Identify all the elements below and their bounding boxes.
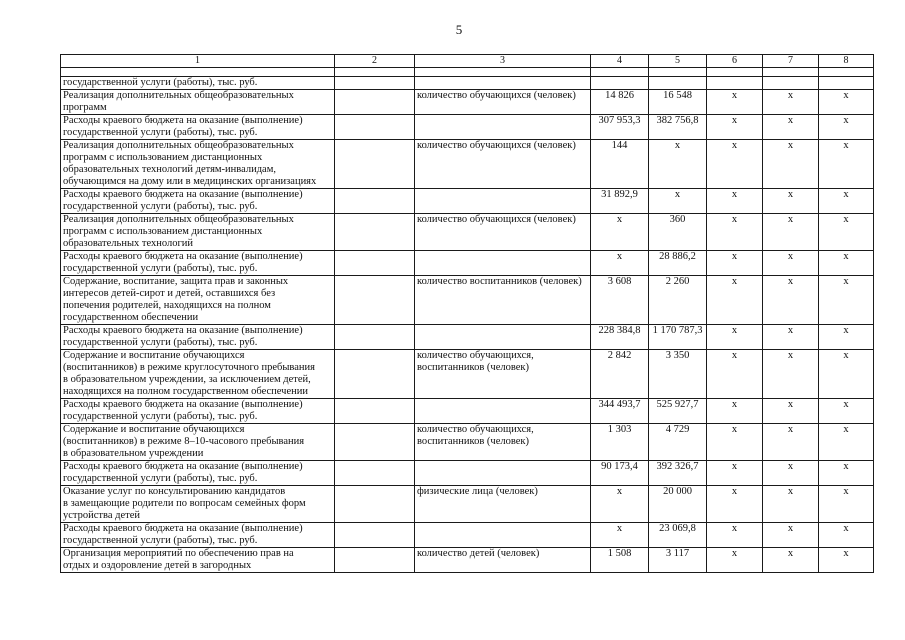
value-cell-c4: 344 493,7	[591, 399, 649, 424]
value-cell-c8: х	[819, 214, 874, 251]
indicator-cell	[415, 325, 591, 350]
value-cell-c5: 23 069,8	[649, 523, 707, 548]
value-cell-c7	[763, 77, 819, 90]
value-cell-c7: х	[763, 486, 819, 523]
service-description-line: отдых и оздоровление детей в загородных	[63, 560, 252, 571]
value-cell-c6: х	[707, 214, 763, 251]
value-cell-c8: х	[819, 251, 874, 276]
column-header: 4	[591, 55, 649, 68]
service-description-cell	[61, 214, 335, 251]
indicator-cell	[415, 214, 591, 251]
service-description-cell	[61, 548, 335, 573]
value-cell-c5: х	[649, 140, 707, 189]
value-cell-c6: х	[707, 251, 763, 276]
service-description-line: государственной услуги (работы), тыс. руб.	[63, 337, 258, 348]
value-cell-c4: 1 508	[591, 548, 649, 573]
service-description-line: Расходы краевого бюджета на оказание (выполнение)	[63, 115, 303, 126]
value-cell-c7: х	[763, 251, 819, 276]
service-description-line: (воспитанников) в режиме круглосуточного пребывания	[63, 362, 315, 373]
value-cell-c5: 20 000	[649, 486, 707, 523]
service-description-line: государственной услуги (работы), тыс. руб.	[63, 201, 258, 212]
value-cell-c6: х	[707, 461, 763, 486]
indicator-line: количество воспитанников (человек)	[417, 276, 582, 287]
value-cell-c7: х	[763, 189, 819, 214]
value-cell-c6: х	[707, 350, 763, 399]
service-description-line: попечения родителей, находящихся на полном	[63, 300, 271, 311]
column-2-cell	[335, 77, 415, 90]
value-cell-c6: х	[707, 90, 763, 115]
service-description-line: Расходы краевого бюджета на оказание (выполнение)	[63, 461, 303, 472]
value-cell-c7: х	[763, 90, 819, 115]
value-cell-c6: х	[707, 399, 763, 424]
table-row	[61, 548, 874, 573]
value-cell-c4: 2 842	[591, 350, 649, 399]
indicator-cell	[415, 140, 591, 189]
value-cell-c4: 3 608	[591, 276, 649, 325]
value-cell-c5: 1 170 787,3	[649, 325, 707, 350]
indicator-cell	[415, 251, 591, 276]
value-cell-c6	[707, 77, 763, 90]
table-row	[61, 90, 874, 115]
value-cell-c7: х	[763, 214, 819, 251]
indicator-line: количество обучающихся,	[417, 424, 534, 435]
service-description-line: образовательных технологий	[63, 238, 193, 249]
service-description-line: Содержание, воспитание, защита прав и законных	[63, 276, 289, 287]
value-cell-c8: х	[819, 461, 874, 486]
spacer-cell	[61, 68, 335, 77]
value-cell-c4: х	[591, 251, 649, 276]
value-cell-c4: 228 384,8	[591, 325, 649, 350]
column-2-cell	[335, 461, 415, 486]
table-row	[61, 461, 874, 486]
service-description-cell	[61, 399, 335, 424]
table-row	[61, 399, 874, 424]
indicator-cell	[415, 77, 591, 90]
column-2-cell	[335, 251, 415, 276]
indicator-cell	[415, 399, 591, 424]
indicator-line: количество детей (человек)	[417, 548, 540, 559]
indicator-line: количество обучающихся (человек)	[417, 140, 576, 151]
table-row	[61, 486, 874, 523]
page-number: 5	[455, 22, 463, 37]
value-cell-c4: 90 173,4	[591, 461, 649, 486]
indicator-cell	[415, 189, 591, 214]
indicator-cell	[415, 90, 591, 115]
value-cell-c7: х	[763, 140, 819, 189]
table-row	[61, 189, 874, 214]
service-description-cell	[61, 424, 335, 461]
column-2-cell	[335, 548, 415, 573]
service-description-line: в образовательном учреждении, за исключением детей,	[63, 374, 311, 385]
indicator-cell	[415, 548, 591, 573]
table-row	[61, 424, 874, 461]
column-header: 6	[707, 55, 763, 68]
value-cell-c8: х	[819, 424, 874, 461]
spacer-cell	[591, 68, 649, 77]
indicator-cell	[415, 350, 591, 399]
service-description-line: программ	[63, 102, 107, 113]
column-header: 2	[335, 55, 415, 68]
value-cell-c5: 382 756,8	[649, 115, 707, 140]
service-description-line: Расходы краевого бюджета на оказание (выполнение)	[63, 251, 303, 262]
value-cell-c6: х	[707, 276, 763, 325]
value-cell-c8: х	[819, 486, 874, 523]
indicator-line: воспитанников (человек)	[417, 362, 530, 373]
service-description-cell	[61, 90, 335, 115]
value-cell-c8: х	[819, 548, 874, 573]
spacer-cell	[763, 68, 819, 77]
spacer-cell	[707, 68, 763, 77]
value-cell-c6: х	[707, 325, 763, 350]
column-2-cell	[335, 140, 415, 189]
value-cell-c4: 144	[591, 140, 649, 189]
value-cell-c5	[649, 77, 707, 90]
indicator-cell	[415, 424, 591, 461]
service-description-cell	[61, 115, 335, 140]
value-cell-c7: х	[763, 350, 819, 399]
indicator-cell	[415, 461, 591, 486]
service-description-cell	[61, 461, 335, 486]
service-description-line: (воспитанников) в режиме 8–10-часового пребывания	[63, 436, 305, 447]
table-row	[61, 214, 874, 251]
column-2-cell	[335, 523, 415, 548]
value-cell-c8: х	[819, 140, 874, 189]
column-2-cell	[335, 90, 415, 115]
service-description-line: Расходы краевого бюджета на оказание (выполнение)	[63, 189, 303, 200]
services-table	[60, 54, 874, 573]
value-cell-c4: х	[591, 523, 649, 548]
table-row	[61, 115, 874, 140]
service-description-line: Организация мероприятий по обеспечению прав на	[63, 548, 294, 559]
service-description-line: находящихся на полном государственном обеспечении	[63, 386, 308, 397]
service-description-line: государственной услуги (работы), тыс. руб.	[63, 263, 258, 274]
value-cell-c8: х	[819, 523, 874, 548]
table-body	[61, 77, 874, 573]
indicator-line: количество обучающихся,	[417, 350, 534, 361]
service-description-line: Оказание услуг по консультированию кандидатов	[63, 486, 286, 497]
value-cell-c4: 14 826	[591, 90, 649, 115]
column-2-cell	[335, 276, 415, 325]
table-row	[61, 77, 874, 90]
value-cell-c5: 360	[649, 214, 707, 251]
value-cell-c4: 31 892,9	[591, 189, 649, 214]
value-cell-c7: х	[763, 399, 819, 424]
value-cell-c5: 392 326,7	[649, 461, 707, 486]
value-cell-c6: х	[707, 548, 763, 573]
spacer-cell	[415, 68, 591, 77]
value-cell-c6: х	[707, 486, 763, 523]
value-cell-c4: 1 303	[591, 424, 649, 461]
service-description-line: Расходы краевого бюджета на оказание (выполнение)	[63, 523, 303, 534]
table-row	[61, 140, 874, 189]
spacer-cell	[649, 68, 707, 77]
column-header: 5	[649, 55, 707, 68]
column-header: 7	[763, 55, 819, 68]
value-cell-c4: 307 953,3	[591, 115, 649, 140]
table-row	[61, 523, 874, 548]
indicator-line: количество обучающихся (человек)	[417, 214, 576, 225]
table-row	[61, 350, 874, 399]
service-description-cell	[61, 276, 335, 325]
indicator-cell	[415, 276, 591, 325]
service-description-cell	[61, 523, 335, 548]
service-description-line: в замещающие родители по вопросам семейных форм	[63, 498, 306, 509]
value-cell-c6: х	[707, 189, 763, 214]
service-description-line: программ с использованием дистанционных	[63, 152, 263, 163]
value-cell-c8: х	[819, 325, 874, 350]
service-description-line: образовательных технологий детям-инвалидам,	[63, 164, 276, 175]
service-description-line: Содержание и воспитание обучающихся	[63, 424, 245, 435]
column-2-cell	[335, 189, 415, 214]
value-cell-c4: х	[591, 486, 649, 523]
indicator-line: количество обучающихся (человек)	[417, 90, 576, 101]
value-cell-c7: х	[763, 276, 819, 325]
service-description-line: Содержание и воспитание обучающихся	[63, 350, 245, 361]
service-description-cell	[61, 325, 335, 350]
service-description-line: Расходы краевого бюджета на оказание (выполнение)	[63, 399, 303, 410]
value-cell-c4: х	[591, 214, 649, 251]
column-header: 3	[415, 55, 591, 68]
spacer-cell	[335, 68, 415, 77]
service-description-line: Реализация дополнительных общеобразовательных	[63, 140, 294, 151]
column-2-cell	[335, 115, 415, 140]
table-row	[61, 251, 874, 276]
header-spacer-row	[61, 68, 874, 77]
value-cell-c5: 2 260	[649, 276, 707, 325]
service-description-line: интересов детей-сирот и детей, оставшихся без	[63, 288, 276, 299]
value-cell-c8: х	[819, 399, 874, 424]
service-description-cell	[61, 189, 335, 214]
service-description-line: обучающимся на дому или в медицинских организациях	[63, 176, 317, 187]
table-row	[61, 276, 874, 325]
service-description-cell	[61, 350, 335, 399]
value-cell-c5: 28 886,2	[649, 251, 707, 276]
value-cell-c7: х	[763, 115, 819, 140]
service-description-line: в образовательном учреждении	[63, 448, 204, 459]
column-2-cell	[335, 350, 415, 399]
column-header: 1	[61, 55, 335, 68]
service-description-line: Расходы краевого бюджета на оказание (выполнение)	[63, 325, 303, 336]
value-cell-c7: х	[763, 325, 819, 350]
indicator-cell	[415, 486, 591, 523]
service-description-line: Реализация дополнительных общеобразовательных	[63, 90, 294, 101]
service-description-line: государственной услуги (работы), тыс. руб.	[63, 473, 258, 484]
indicator-cell	[415, 523, 591, 548]
value-cell-c8: х	[819, 350, 874, 399]
service-description-cell	[61, 486, 335, 523]
value-cell-c4	[591, 77, 649, 90]
spacer-cell	[819, 68, 874, 77]
value-cell-c8: х	[819, 90, 874, 115]
service-description-line: государственной услуги (работы), тыс. руб.	[63, 535, 258, 546]
service-description-cell	[61, 251, 335, 276]
value-cell-c5: 525 927,7	[649, 399, 707, 424]
value-cell-c7: х	[763, 548, 819, 573]
service-description-line: государственной услуги (работы), тыс. руб.	[63, 127, 258, 138]
value-cell-c6: х	[707, 140, 763, 189]
service-description-line: Реализация дополнительных общеобразовательных	[63, 214, 294, 225]
value-cell-c7: х	[763, 424, 819, 461]
value-cell-c8: х	[819, 189, 874, 214]
indicator-line: физические лица (человек)	[417, 486, 538, 497]
value-cell-c8: х	[819, 115, 874, 140]
value-cell-c6: х	[707, 115, 763, 140]
value-cell-c7: х	[763, 523, 819, 548]
service-description-line: государственной услуги (работы), тыс. руб.	[63, 411, 258, 422]
service-description-cell	[61, 77, 335, 90]
value-cell-c6: х	[707, 424, 763, 461]
service-description-cell	[61, 140, 335, 189]
value-cell-c5: х	[649, 189, 707, 214]
service-description-line: программ с использованием дистанционных	[63, 226, 263, 237]
column-2-cell	[335, 325, 415, 350]
indicator-line: воспитанников (человек)	[417, 436, 530, 447]
table-header-row	[61, 55, 874, 68]
value-cell-c8: х	[819, 276, 874, 325]
service-description-line: устройства детей	[63, 510, 140, 521]
value-cell-c7: х	[763, 461, 819, 486]
service-description-line: государственном обеспечении	[63, 312, 199, 323]
table-row	[61, 325, 874, 350]
column-2-cell	[335, 399, 415, 424]
indicator-cell	[415, 115, 591, 140]
column-header: 8	[819, 55, 874, 68]
column-2-cell	[335, 486, 415, 523]
column-2-cell	[335, 214, 415, 251]
value-cell-c5: 3 350	[649, 350, 707, 399]
column-2-cell	[335, 424, 415, 461]
value-cell-c5: 4 729	[649, 424, 707, 461]
value-cell-c5: 16 548	[649, 90, 707, 115]
value-cell-c8	[819, 77, 874, 90]
value-cell-c6: х	[707, 523, 763, 548]
value-cell-c5: 3 117	[649, 548, 707, 573]
service-description-line: государственной услуги (работы), тыс. руб.	[63, 77, 258, 88]
